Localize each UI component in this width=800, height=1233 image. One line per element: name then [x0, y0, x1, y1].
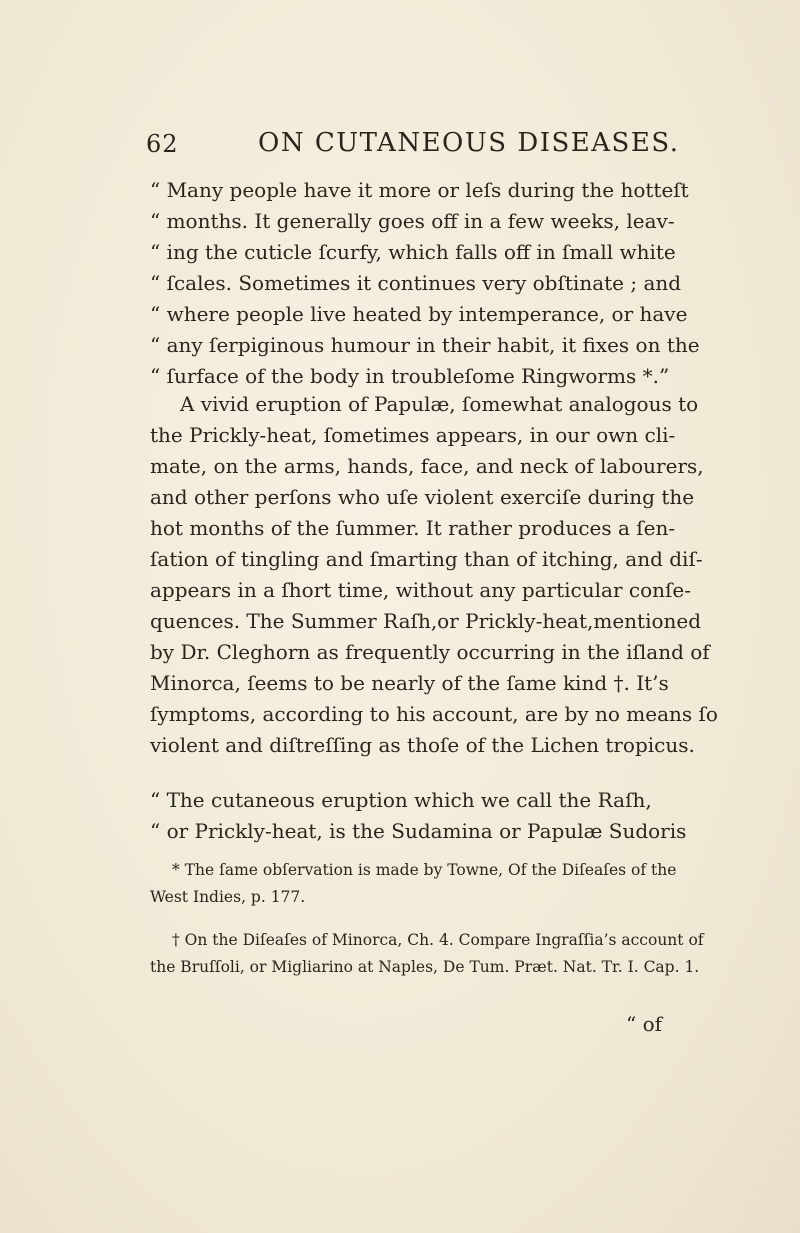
- text-line: “ Many people have it more or leſs during the hotteſt: [150, 178, 689, 202]
- running-head: ON CUTANEOUS DISEASES.: [258, 128, 680, 158]
- text-line: “ ſcales. Sometimes it continues very obſtinate ; and: [150, 271, 682, 295]
- footnote-line: West Indies, p. 177.: [150, 888, 306, 906]
- text-line: ſation of tingling and ſmarting than of itching, and diſ-: [150, 547, 703, 571]
- text-line: “ where people live heated by intemperance, or have: [150, 302, 688, 326]
- text-line: ſymptoms, according to his account, are by no means ſo: [150, 702, 718, 726]
- text-line: “ any ſerpiginous humour in their habit, it fixes on the: [150, 333, 700, 357]
- footnote-line: * The ſame obſervation is made by Towne, Of the Diſeaſes of the: [172, 861, 677, 879]
- text-line: “ or Prickly-heat, is the Sudamina or Papulæ Sudoris: [150, 819, 687, 843]
- text-line: “ The cutaneous eruption which we call the Raſh,: [150, 788, 652, 812]
- catchword: “ of: [626, 1012, 663, 1036]
- footnote-line: † On the Diſeaſes of Minorca, Ch. 4. Compare Ingraſſia’s account of: [172, 931, 704, 949]
- text-line: A vivid eruption of Papulæ, ſomewhat analogous to: [180, 392, 699, 416]
- text-line: appears in a ſhort time, without any particular conſe-: [150, 578, 691, 602]
- text-line: mate, on the arms, hands, face, and neck of labourers,: [150, 454, 704, 478]
- text-line: Minorca, ſeems to be nearly of the ſame kind †. It’s: [150, 671, 669, 695]
- page-header: [146, 128, 710, 162]
- text-line: “ ing the cuticle ſcurfy, which falls off in ſmall white: [150, 240, 676, 264]
- text-line: hot months of the ſummer. It rather produces a ſen-: [150, 516, 676, 540]
- text-line: violent and diſtreſſing as thoſe of the Lichen tropicus.: [150, 733, 695, 757]
- page-number: 62: [146, 130, 179, 158]
- footnote-line: the Bruſſoli, or Migliarino at Naples, De Tum. Præt. Nat. Tr. I. Cap. 1.: [150, 958, 700, 976]
- text-line: by Dr. Cleghorn as frequently occurring in the iſland of: [150, 640, 710, 664]
- text-line: quences. The Summer Raſh,or Prickly-heat,mentioned: [150, 609, 702, 633]
- text-line: and other perſons who uſe violent exerciſe during the: [150, 485, 695, 509]
- text-line: the Prickly-heat, ſometimes appears, in our own cli-: [150, 423, 676, 447]
- text-line: “ months. It generally goes off in a few weeks, leav-: [150, 209, 675, 233]
- text-line: “ ſurface of the body in troubleſome Ringworms *.”: [150, 364, 670, 388]
